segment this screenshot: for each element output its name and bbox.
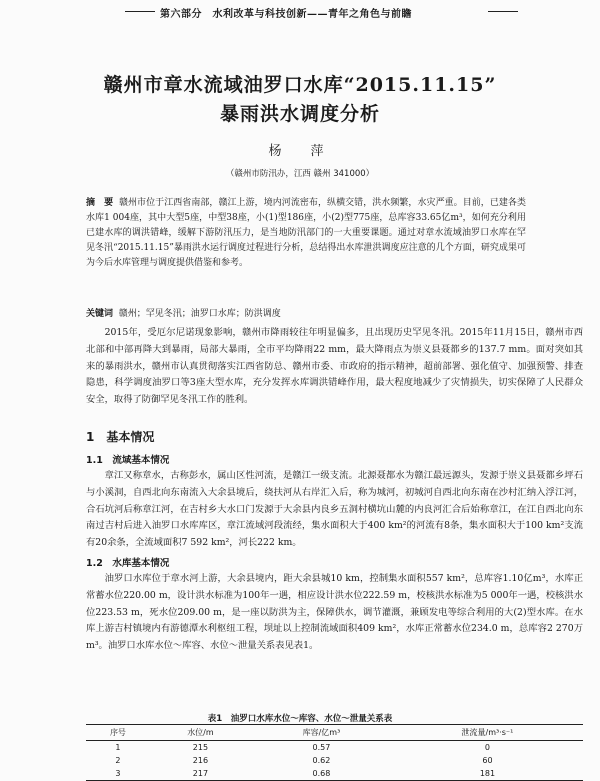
header-rule-left: [125, 11, 155, 12]
table-cell: 60: [482, 756, 493, 765]
table-cell: 0.68: [251, 767, 392, 781]
intro-paragraph: 2015年，受厄尔尼诺现象影响，赣州市降雨较往年明显偏多，且出现历史罕见冬汛。2015年11月15日，赣州市西北部和中部再降大到暴雨，局部大暴雨，全市平均降雨22 mm，最大降雨点为崇义县聂都乡的137.7 mm。面对突如其来的暴雨洪水，赣州市认真贯彻落实江西省防总、赣州市委、市政府的指示精神，超前部署、强化值守、加强预警、排查隐患，科学调度油罗口等3座大型水库，充分发挥水库调洪错峰作用，最大程度地减少了灾情损失，切实保障了人民群众安全，取得了防御罕见冬汛工作的胜利。: [86, 327, 583, 406]
table-row: [86, 741, 583, 755]
table-header-cell: 序号: [86, 725, 150, 741]
section-heading-1: 1 基本情况: [86, 430, 155, 444]
running-header: [0, 0, 600, 22]
keywords: [86, 306, 526, 319]
keywords-label: 关键词: [86, 309, 114, 319]
table-row: [86, 767, 583, 781]
table-cell: 215: [192, 743, 209, 752]
subsection-1-1-text: 章江又称章水，古称彭水，属山区性河流，是赣江一级支流。北源聂都水为赣江最远源头，发源于崇义县聂都乡坪石与小溪洞，自西北向东南流入大余县境后，绕扶河从右岸汇入后，称为城河，初城河自西北向东南在沙村汇纳入浮江河，合石坑河后称章江河，在吉村乡大水口门发源于大余县内良乡五洞村横坑山麓的内良河汇合后始称章江，在江自西北向东南过吉村后进入油罗口水库库区，章江流域河段流经，集水面积大于400 km²的河流有8条，集水面积大于100 km²支流有20余条，全流域面积7 592 km²，河长222 km。: [86, 470, 583, 549]
abstract-label: 摘 要: [86, 198, 114, 208]
subsection-1-2-text: 油罗口水库位于章水河上游，大余县境内，距大余县城10 km，控制集水面积557 km²，总库容1.10亿m³，水库正常蓄水位220.00 m，设计洪水标准为100年一遇，相应设计洪水位222.59 m，校核洪水标准为5 000年一遇，校核洪水位223.53 m，死水位209.00 m，是一座以防洪为主，保障供水，调节灌溉，兼顾发电等综合利用的大(2)型水库。在水库上游吉村镇境内有游德潭水利枢纽工程，坝址以上控制流域面积409 km²，水库正常蓄水位234.0 m，总库容2 270万m³。油罗口水库水位～库容、水位～泄量关系表见表1。: [86, 573, 583, 652]
table-cell: 217: [150, 767, 251, 781]
table-cell: 0: [484, 743, 490, 752]
article-title-line-1: 赣州市章水流域油罗口水库“2015.11.15”: [103, 74, 497, 96]
affiliation: （赣州市防汛办，江西 赣州 341000）: [225, 169, 375, 179]
table-header-cell: 泄流量/m³·s⁻¹: [392, 725, 583, 741]
table-cell: 0.62: [312, 756, 331, 765]
author: 杨 萍: [268, 144, 332, 159]
table-header-row: [86, 725, 583, 741]
table-cell: 0.57: [312, 743, 331, 752]
table-row: [86, 754, 583, 767]
table-caption: 表1 油罗口水库水位～库容、水位～泄量关系表: [207, 714, 393, 724]
table-cell: 3: [86, 767, 150, 781]
abstract: [86, 196, 526, 271]
subsection-heading-1-1: 1.1 流域基本情况: [86, 455, 170, 466]
table-cell: 181: [392, 767, 583, 781]
keywords-text: 赣州；罕见冬汛；油罗口水库；防洪调度: [118, 309, 281, 319]
table-cell: 216: [192, 756, 209, 765]
running-header-text: 第六部分 水利改革与科技创新——青年之角色与前瞻: [160, 9, 412, 20]
table-cell: 2: [115, 756, 121, 765]
header-rule-right: [488, 11, 518, 12]
abstract-text: 赣州市位于江西省南部，赣江上游，境内河流密布，纵横交错，洪水频繁，水灾严重。目前，已建各类水库1 004座，其中大型5座，中型38座，小(1)型186座，小(2)型775座，总库容33.65亿m³，如何充分利用已建水库的调洪错峰，缓解下游防汛压力，是当地防汛部门的一大重要课题。通过对章水流域油罗口水库在罕见冬汛“2015.11.15”暴雨洪水运行调度过程进行分析，总结得出水库泄洪调度应注意的几个方面，研究成果可为今后水库管理与调度提供借鉴和参考。: [86, 198, 526, 268]
table-header-cell: 水位/m: [150, 725, 251, 741]
subsection-heading-1-2: 1.2 水库基本情况: [86, 558, 170, 569]
table-header-cell: 库容/亿m³: [251, 725, 392, 741]
article-title-line-2: 暴雨洪水调度分析: [219, 103, 380, 125]
table-cell: 1: [115, 743, 121, 752]
data-table: [86, 724, 583, 781]
